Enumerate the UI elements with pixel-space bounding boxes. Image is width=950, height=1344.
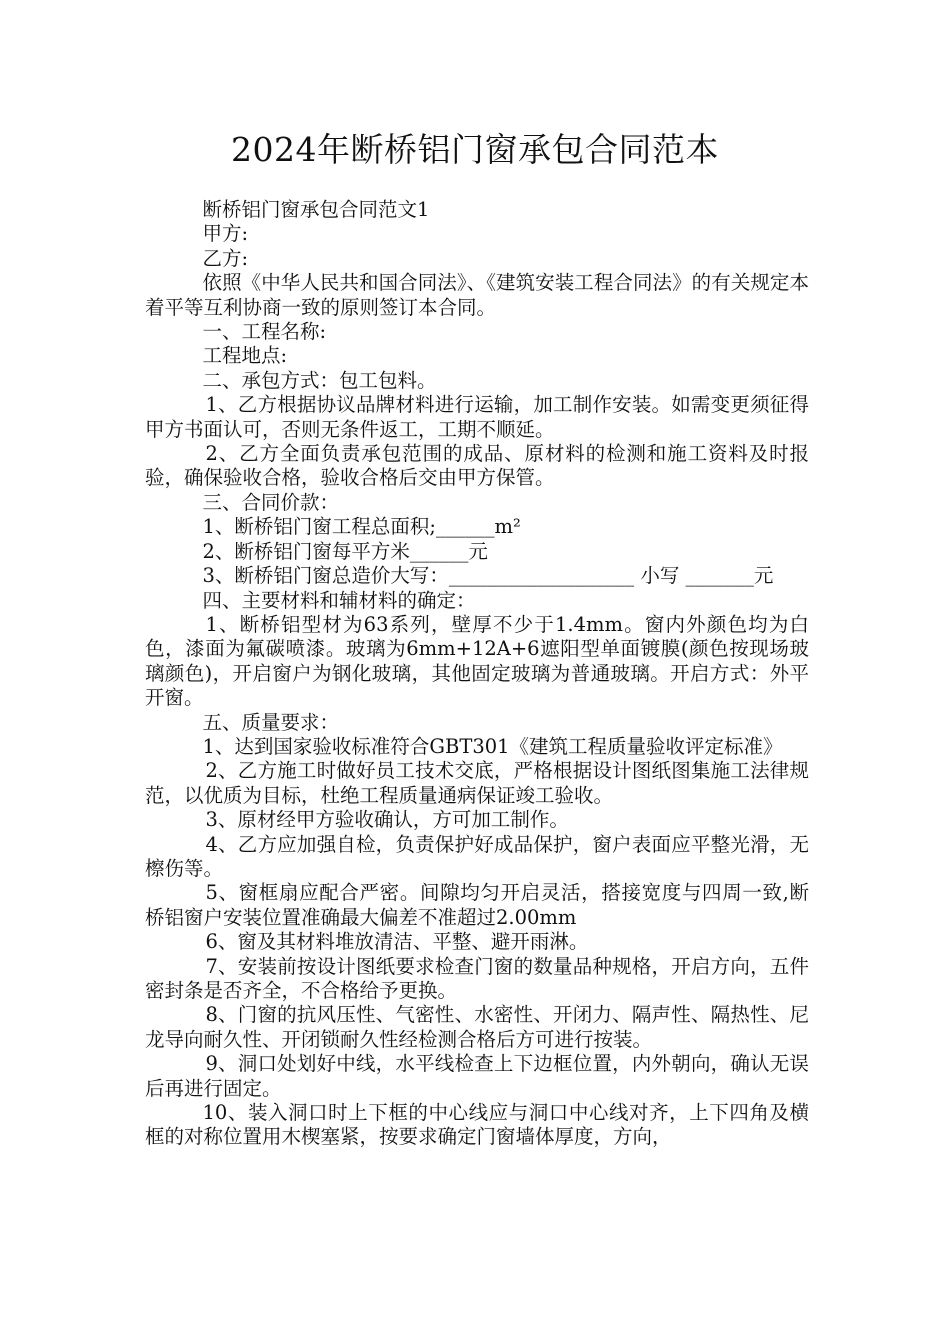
paragraph: 三、合同价款：: [202, 490, 340, 514]
paragraph: 乙方:: [202, 246, 249, 270]
paragraph: 10、装入洞口时上下框的中心线应与洞口中心线对齐，上下四角及横框的对称位置用木楔塞紧，按要求确定门窗墙体厚度，方向，: [145, 1101, 809, 1149]
paragraph: 五、质量要求：: [202, 710, 340, 734]
paragraph: 2、断桥铝门窗每平方米______元: [202, 539, 488, 563]
paragraph: 断桥铝门窗承包合同范文1: [202, 198, 430, 221]
paragraph: 依照《中华人民共和国合同法》、《建筑安装工程合同法》的有关规定本着平等互利协商一致的原则签订本合同。: [145, 271, 809, 319]
paragraph: 二、承包方式：包工包料。: [202, 368, 437, 392]
paragraph: 5、窗框扇应配合严密。间隙均匀开启灵活，搭接宽度与四周一致,断桥铝窗户安装位置准确最大偏差不准超过2.00mm: [145, 881, 809, 929]
paragraph: 1、乙方根据协议品牌材料进行运输，加工制作安装。如需变更须征得甲方书面认可，否则无条件返工，工期不顺延。: [145, 393, 809, 441]
paragraph: 3、原材经甲方验收确认，方可加工制作。: [205, 808, 569, 832]
paragraph: 8、门窗的抗风压性、气密性、水密性、开闭力、隔声性、隔热性、尼龙导向耐久性、开闭锁耐久性经检测合格后方可进行按装。: [145, 1003, 809, 1051]
paragraph: 1、断桥铝型材为63系列，壁厚不少于1.4mm。窗内外颜色均为白色，漆面为氟碳喷漆。玻璃为6mm+12A+6遮阳型单面镀膜(颜色按现场玻璃颜色)，开启窗户为钢化玻璃，其他固定玻璃为普通玻璃。开启方式：外平开窗。: [145, 612, 809, 710]
paragraph: 7、安装前按设计图纸要求检查门窗的数量品种规格，开启方向，五件密封条是否齐全，不合格给予更换。: [145, 954, 809, 1002]
paragraph: 甲方:: [202, 222, 249, 246]
paragraph: 3、断桥铝门窗总造价大写：___________________ 小写 _______元: [202, 564, 774, 588]
paragraph: 四、主要材料和辅材料的确定：: [202, 588, 476, 612]
paragraph: 9、洞口处划好中线，水平线检查上下边框位置，内外朝向，确认无误后再进行固定。: [145, 1052, 809, 1100]
paragraph: 1、达到国家验收标准符合GBT301《建筑工程质量验收评定标准》: [202, 734, 783, 758]
paragraph: 6、窗及其材料堆放清洁、平整、避开雨淋。: [205, 930, 589, 954]
paragraph: 一、工程名称:: [202, 320, 327, 344]
paragraph: 2、乙方施工时做好员工技术交底，严格根据设计图纸图集施工法律规范，以优质为目标，杜绝工程质量通病保证竣工验收。: [145, 759, 809, 807]
paragraph: 2、乙方全面负责承包范围的成品、原材料的检测和施工资料及时报验，确保验收合格，验收合格后交由甲方保管。: [145, 442, 809, 490]
paragraph: 工程地点:: [202, 344, 288, 368]
paragraph: 4、乙方应加强自检，负责保护好成品保护，窗户表面应平整光滑，无檫伤等。: [145, 832, 809, 880]
document-title: 2024年断桥铝门窗承包合同范本: [231, 130, 719, 169]
document-body: [145, 198, 809, 1150]
paragraph: 1、断桥铝门窗工程总面积;______m²: [202, 515, 521, 539]
